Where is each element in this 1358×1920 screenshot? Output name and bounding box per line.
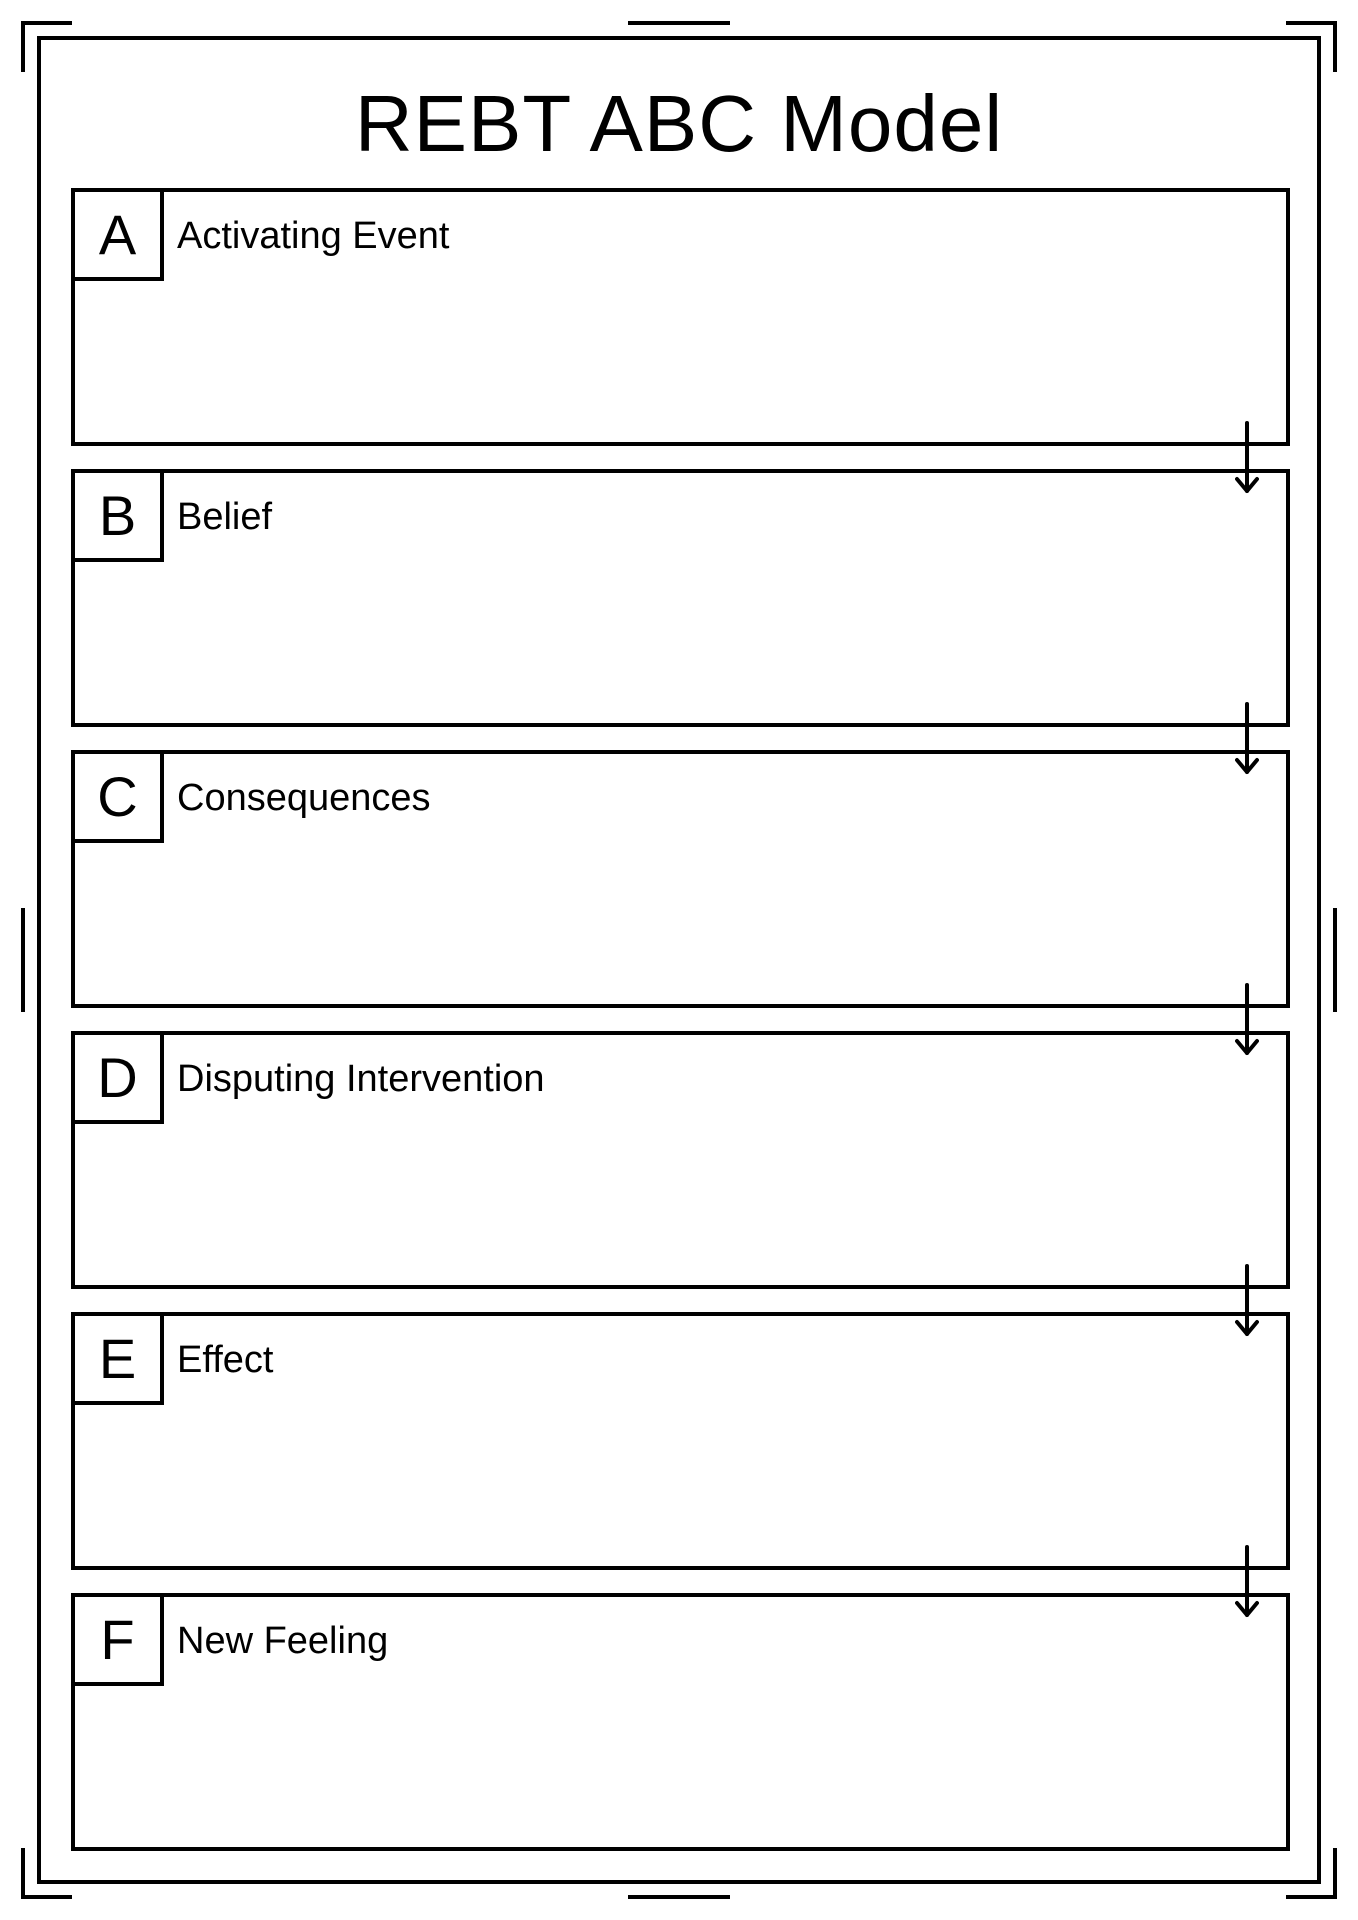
answer-area-e[interactable] (75, 1405, 1286, 1566)
step-letter-c: C (75, 754, 164, 843)
step-box-c (71, 750, 1290, 1008)
step-box-f (71, 1593, 1290, 1851)
step-letter-e: E (75, 1316, 164, 1405)
answer-area-b[interactable] (75, 562, 1286, 723)
step-label-d: Disputing Intervention (177, 1058, 545, 1100)
step-label-b: Belief (177, 496, 273, 538)
arrow-down-icon (1235, 1264, 1259, 1338)
answer-area-c[interactable] (75, 843, 1286, 1004)
step-letter-a: A (75, 192, 164, 281)
step-label-e: Effect (177, 1339, 274, 1381)
arrow-down-icon (1235, 702, 1259, 776)
arrow-down-icon (1235, 983, 1259, 1057)
step-box-a (71, 188, 1290, 446)
step-box-b (71, 469, 1290, 727)
step-letter-d: D (75, 1035, 164, 1124)
step-label-f: New Feeling (177, 1620, 389, 1662)
answer-area-a[interactable] (75, 281, 1286, 442)
answer-area-f[interactable] (75, 1686, 1286, 1847)
answer-area-d[interactable] (75, 1124, 1286, 1285)
step-box-e (71, 1312, 1290, 1570)
step-box-d (71, 1031, 1290, 1289)
page-title: REBT ABC Model (354, 79, 1004, 168)
step-label-c: Consequences (177, 777, 431, 819)
arrow-down-icon (1235, 1545, 1259, 1619)
step-letter-b: B (75, 473, 164, 562)
step-letter-f: F (75, 1597, 164, 1686)
arrow-down-icon (1235, 421, 1259, 495)
step-label-a: Activating Event (177, 215, 450, 257)
